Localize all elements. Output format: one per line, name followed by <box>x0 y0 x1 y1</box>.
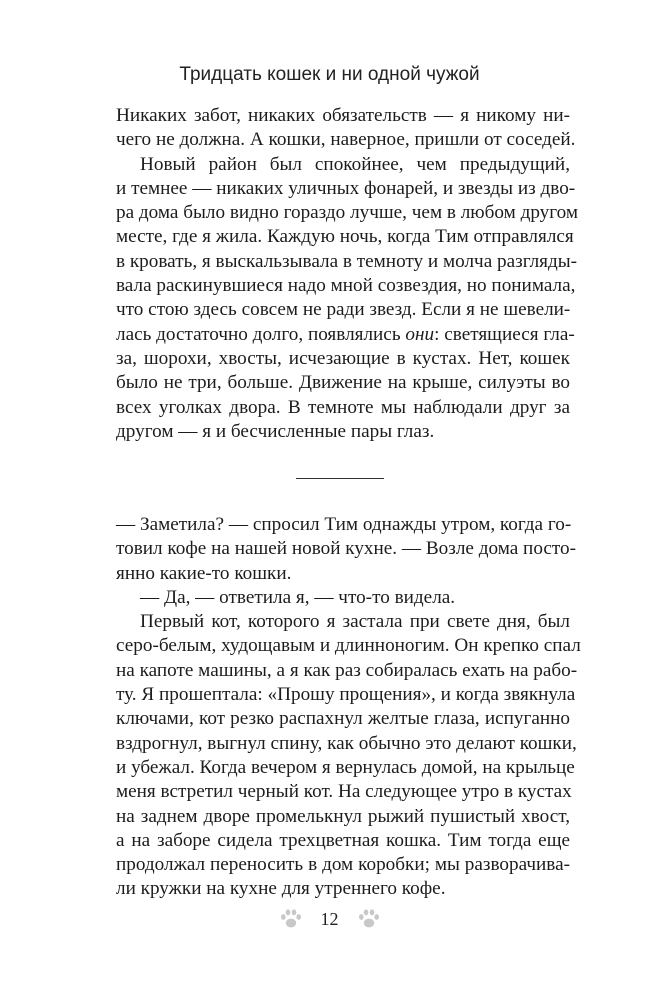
text-line: Первый кот, которого я застала при свете дня, был <box>140 611 570 633</box>
page-footer <box>0 906 659 932</box>
text-block-2 <box>116 513 581 902</box>
text-line: на заднем дворе промелькнул рыжий пушистый хвост, <box>116 805 570 827</box>
section-divider <box>296 478 384 479</box>
text-line: ту. Я прошептала: «Прошу прощения», и когда звякнула <box>116 684 576 706</box>
text-line: вала раскинувшиеся надо мной созвездия, но понимала, <box>116 275 576 297</box>
running-head: Тридцать кошек и ни одной чужой <box>179 64 480 85</box>
text-line: ключами, кот резко распахнул желтые глаза, испуганно <box>116 708 570 730</box>
text-line: ли кружки на кухне для утреннего кофе. <box>116 878 446 900</box>
text-line: а на заборе сидела трехцветная кошка. Тим тогда еще <box>116 829 570 851</box>
paw-print-icon <box>357 908 381 930</box>
page-number: 12 <box>320 908 339 929</box>
text-line: и убежал. Когда вечером я вернулась домой, на крыльце <box>116 756 575 778</box>
text-line: лась достаточно долго, появлялись они: светящиеся гла- <box>116 323 575 345</box>
text-line: — Да, — ответила я, — что-то видела. <box>140 586 456 608</box>
text-line: и темнее — никаких уличных фонарей, и звезды из дво- <box>116 177 576 199</box>
text-line: продолжал переносить в дом коробки; мы разворачива- <box>116 854 570 876</box>
text-line: месте, где я жила. Каждую ночь, когда Тим отправлялся <box>116 226 574 248</box>
text-line: в кровать, я выскальзывала в темноту и молча разгляды- <box>116 250 578 272</box>
text-line: было не три, больше. Движение на крыше, силуэты во <box>116 372 570 394</box>
text-line: — Заметила? — спросил Тим однажды утром, когда го- <box>116 514 572 535</box>
text-line: что стою здесь совсем не ради звезд. Если я не шевели- <box>116 299 571 321</box>
emphasis: они <box>405 323 435 345</box>
text-line: Никаких забот, никаких обязательств — я никому ни- <box>116 105 570 126</box>
text-line: другом — я и бесчисленные пары глаз. <box>116 420 435 442</box>
text-line: за, шорохи, хвосты, исчезающие в кустах. Нет, кошек <box>116 347 570 369</box>
text-line: ра дома было видно гораздо лучше, чем в любом другом <box>116 202 579 224</box>
paw-print-icon <box>279 908 303 930</box>
text-line: товил кофе на нашей новой кухне. — Возле дома посто- <box>116 538 577 560</box>
text-line: чего не должна. А кошки, наверное, пришли от соседей. <box>116 129 576 151</box>
text-line: на капоте машины, а я как раз собиралась ехать на рабо- <box>116 659 578 681</box>
text-line: серо-белым, худощавым и длинноногим. Он крепко спал <box>116 635 581 657</box>
text-line: Новый район был спокойнее, чем предыдущий, <box>140 153 570 175</box>
text-block-1 <box>116 104 579 444</box>
text-line: вздрогнул, выгнул спину, как обычно это делают кошки, <box>116 732 577 754</box>
text-line: янно какие-то кошки. <box>116 562 292 584</box>
text-line: всех уголках двора. В темноте мы наблюдали друг за <box>116 396 570 418</box>
text-line: меня встретил черный кот. На следующее утро в кустах <box>116 781 572 803</box>
